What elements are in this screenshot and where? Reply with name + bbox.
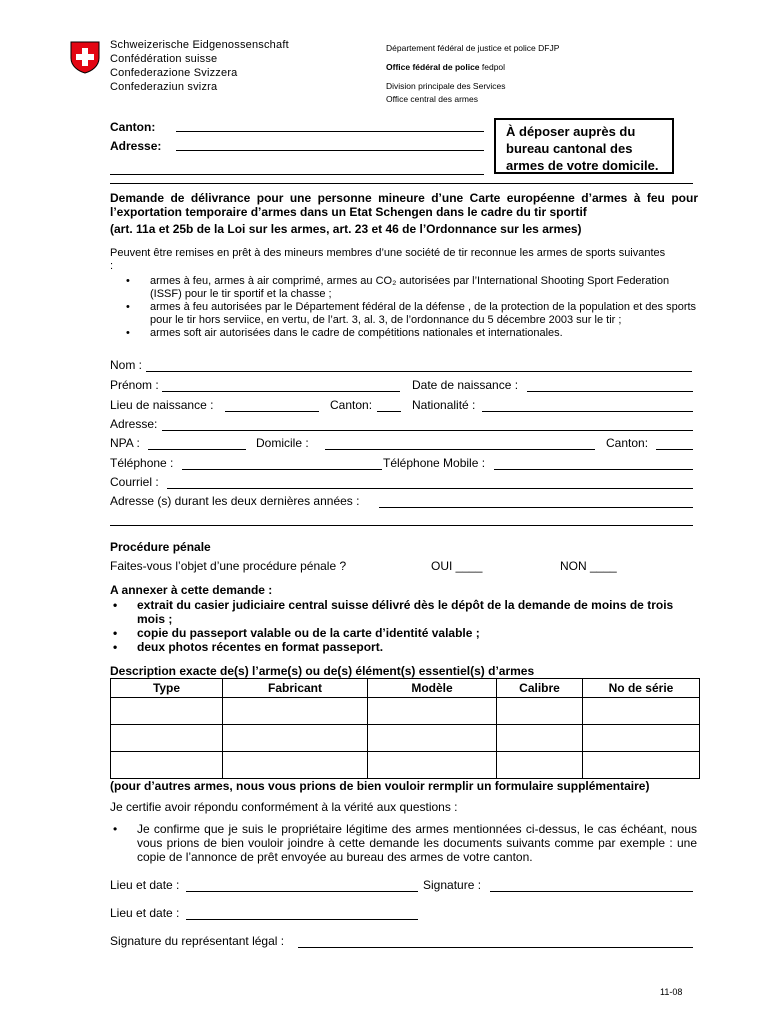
office-name-short: fedpol [479, 62, 506, 72]
arms-table-heading: Description exacte de(s) l’arme(s) ou de(s) élément(s) essentiel(s) d’armes [110, 664, 535, 678]
table-cell[interactable] [583, 698, 700, 725]
lieu-date-2-label: Lieu et date : [110, 906, 180, 920]
office-name [386, 62, 505, 72]
intro-item-3: • armes soft air autorisées dans le cadre de compétitions nationales et internationales. [150, 327, 698, 340]
table-cell[interactable] [111, 698, 223, 725]
procedure-oui-option[interactable]: OUI ____ [431, 559, 483, 573]
division-name: Division principale des Services [386, 81, 506, 91]
prenom-field[interactable] [162, 378, 400, 392]
col-calibre: Calibre [497, 679, 583, 698]
adresses-deux-ans-field[interactable] [379, 494, 693, 508]
adresse-field[interactable] [176, 139, 484, 151]
table-cell[interactable] [368, 725, 497, 752]
confederation-name-fr: Confédération suisse [110, 53, 218, 65]
canton-domicile-field[interactable] [656, 436, 693, 450]
table-cell[interactable] [497, 698, 583, 725]
table-row [111, 752, 700, 779]
col-fabricant: Fabricant [223, 679, 368, 698]
telephone-label: Téléphone : [110, 456, 174, 470]
canton-label: Canton: [110, 120, 156, 134]
col-modele: Modèle [368, 679, 497, 698]
adresse-field-2[interactable] [110, 163, 484, 175]
intro-text: Peuvent être remises en prêt à des mineurs membres d’une société de tir reconnue les armes de sports suivantes : [110, 247, 666, 272]
procedure-heading: Procédure pénale [110, 540, 211, 554]
col-no-serie: No de série [583, 679, 700, 698]
arms-table-footnote: (pour d’autres armes, nous vous prions de bien vouloir rermplir un formulaire supplémentaire) [110, 779, 650, 793]
date-naissance-field[interactable] [527, 378, 693, 392]
table-row [111, 725, 700, 752]
table-cell[interactable] [223, 725, 368, 752]
annex-heading: A annexer à cette demande : [110, 583, 273, 597]
canton-naissance-label: Canton: [330, 398, 373, 412]
telephone-field[interactable] [182, 456, 382, 470]
table-cell[interactable] [368, 698, 497, 725]
table-cell[interactable] [583, 725, 700, 752]
intro-item-1: • armes à feu, armes à air comprimé, armes au CO₂ autorisées par l’International Shooting Sport Federation (ISSF) pour le tir sportif et la chasse ; [150, 275, 698, 301]
npa-field[interactable] [148, 436, 246, 450]
table-row [111, 698, 700, 725]
table-cell[interactable] [497, 725, 583, 752]
prenom-label: Prénom : [110, 378, 159, 392]
title-rule [110, 183, 693, 184]
date-naissance-label: Date de naissance : [412, 378, 519, 392]
adresse-label: Adresse: [110, 139, 162, 153]
adresses-deux-ans-label: Adresse (s) durant les deux dernières années : [110, 494, 360, 508]
annex-list [137, 598, 693, 654]
col-type: Type [111, 679, 223, 698]
intro-item-2: • armes à feu autorisées par le Département fédéral de la défense , de la protection de la population et des sports pour le tir hors serviice, en vertu, de l’art. 3, al. 3, de l’ordonnance du 5 décembre 2003 sur le tir ; [150, 301, 698, 327]
lieu-date-field[interactable] [186, 878, 418, 892]
department-name: Département fédéral de justice et police DFJP [386, 43, 560, 53]
domicile-field[interactable] [325, 436, 595, 450]
confederation-name-rm: Confederaziun svizra [110, 81, 218, 93]
annex-item-3: • deux photos récentes en format passeport. [137, 640, 693, 654]
page-code: 11-08 [660, 987, 683, 997]
annex-item-1: • extrait du casier judiciaire central suisse délivré dès le dépôt de la demande de moins de trois mois ; [137, 598, 693, 626]
procedure-non-option[interactable]: NON ____ [560, 559, 617, 573]
swiss-cross-icon [68, 40, 102, 74]
signature-representant-field[interactable] [298, 934, 693, 948]
nationalite-label: Nationalité : [412, 398, 476, 412]
nom-field[interactable] [146, 358, 692, 372]
table-cell[interactable] [111, 752, 223, 779]
nationalite-field[interactable] [482, 398, 693, 412]
procedure-question: Faites-vous l’objet d’une procédure pénale ? [110, 559, 347, 573]
adresse-personne-label: Adresse: [110, 417, 158, 431]
arms-table [110, 678, 700, 779]
table-cell[interactable] [223, 752, 368, 779]
lieu-naissance-label: Lieu de naissance : [110, 398, 214, 412]
arms-table-header-row [111, 679, 700, 698]
canton-domicile-label: Canton: [606, 436, 649, 450]
courriel-label: Courriel : [110, 475, 159, 489]
lieu-naissance-field[interactable] [225, 398, 319, 412]
courriel-field[interactable] [167, 475, 693, 489]
canton-field[interactable] [176, 120, 484, 132]
table-cell[interactable] [583, 752, 700, 779]
npa-label: NPA : [110, 436, 140, 450]
form-title: Demande de délivrance pour une personne mineure d’une Carte européenne d’armes à feu pour l’exportation temporaire d’armes dans un Etat Schengen dans le cadre du tir sportif [110, 191, 698, 219]
lieu-date-2-field[interactable] [186, 906, 418, 920]
telephone-mobile-label: Téléphone Mobile : [383, 456, 486, 470]
confederation-name-it: Confederazione Svizzera [110, 67, 238, 79]
table-cell[interactable] [223, 698, 368, 725]
intro-list [150, 275, 698, 340]
canton-naissance-field[interactable] [377, 398, 401, 412]
confederation-name-de: Schweizerische Eidgenossenschaft [110, 39, 289, 51]
office-name-bold: Office fédéral de police [386, 62, 480, 72]
domicile-label: Domicile : [256, 436, 309, 450]
certification-list [137, 822, 697, 864]
telephone-mobile-field[interactable] [494, 456, 693, 470]
lieu-date-label: Lieu et date : [110, 878, 180, 892]
certification-intro: Je certifie avoir répondu conformément à la vérité aux questions : [110, 800, 458, 814]
signature-label: Signature : [423, 878, 482, 892]
annex-item-2: • copie du passeport valable ou de la carte d’identité valable ; [137, 626, 693, 640]
depot-notice-box: À déposer auprès du bureau cantonal des armes de votre domicile. [494, 118, 674, 174]
form-legal-reference: (art. 11a et 25b de la Loi sur les armes, art. 23 et 46 de l’Ordonnance sur les armes) [110, 222, 582, 236]
signature-field[interactable] [490, 878, 693, 892]
signature-representant-label: Signature du représentant légal : [110, 934, 285, 948]
adresse-personne-field[interactable] [162, 417, 693, 431]
table-cell[interactable] [111, 725, 223, 752]
certification-item: • Je confirme que je suis le propriétaire légitime des armes mentionnées ci-dessus, le cas échéant, nous vous prions de bien vouloir joindre à cette demande les documents suivants comme par exemple : une copie de l’annonce de prêt envoyée au bureau des armes de votre canton. [137, 822, 697, 864]
table-cell[interactable] [368, 752, 497, 779]
central-office-name: Office central des armes [386, 94, 478, 104]
adresses-deux-ans-field-2[interactable] [110, 512, 693, 526]
table-cell[interactable] [497, 752, 583, 779]
nom-label: Nom : [110, 358, 143, 372]
